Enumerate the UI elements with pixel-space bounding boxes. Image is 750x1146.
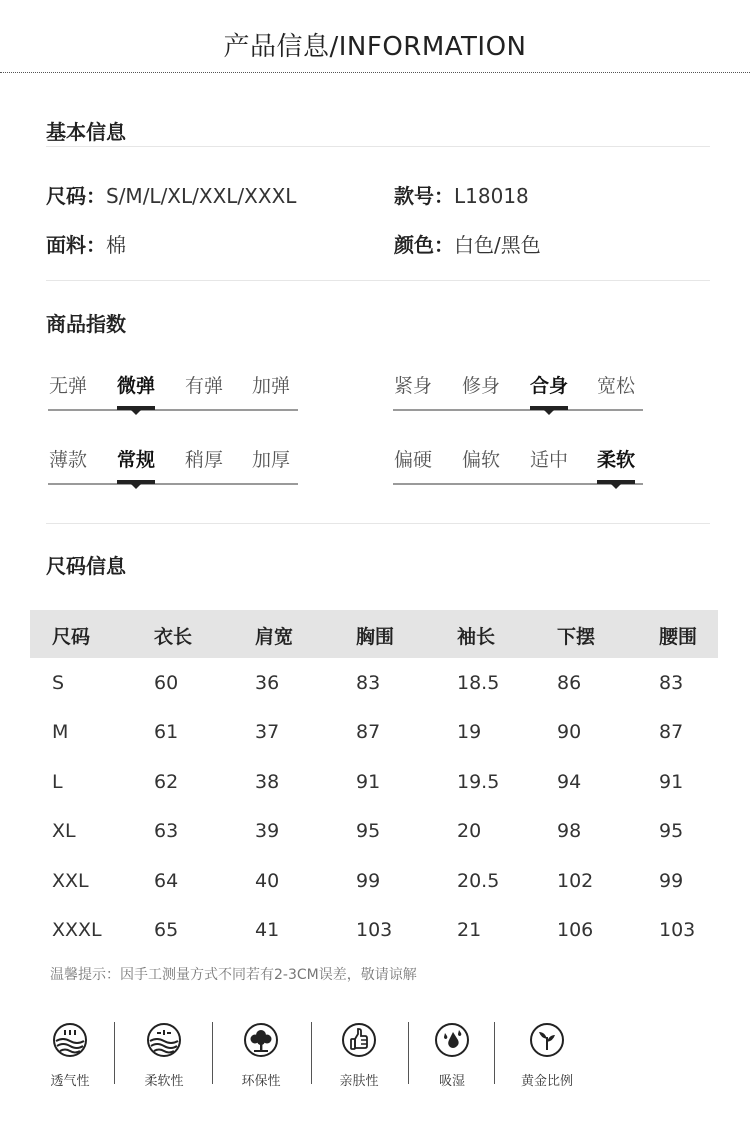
table-cell: 95 bbox=[659, 820, 684, 843]
table-cell: 65 bbox=[154, 919, 179, 941]
size-table-header bbox=[30, 610, 718, 658]
color-label: 颜色： bbox=[394, 233, 454, 257]
feature-softness bbox=[124, 1020, 204, 1090]
elasticity-scale bbox=[48, 371, 298, 415]
table-cell: 63 bbox=[154, 820, 179, 843]
scale-option: 微弹 bbox=[116, 375, 155, 397]
fabric-value: 棉 bbox=[106, 233, 126, 257]
table-header-cell: 胸围 bbox=[356, 626, 395, 648]
table-header-cell: 尺码 bbox=[52, 626, 91, 648]
feature-eco bbox=[221, 1020, 301, 1090]
scale-option: 常规 bbox=[116, 449, 155, 471]
scale-option: 有弹 bbox=[184, 375, 223, 397]
feature-separator bbox=[212, 1022, 213, 1084]
feature-label: 环保性 bbox=[241, 1074, 281, 1089]
scale-option: 合身 bbox=[529, 375, 568, 397]
basic-info-divider bbox=[46, 146, 710, 147]
table-cell: 40 bbox=[255, 869, 280, 892]
feature-label: 吸湿 bbox=[438, 1074, 465, 1089]
table-cell: 99 bbox=[659, 869, 684, 892]
style-number-label: 款号： bbox=[394, 184, 454, 208]
fabric-label: 面料： bbox=[46, 233, 106, 257]
table-cell: 60 bbox=[154, 672, 179, 694]
table-cell: 103 bbox=[659, 919, 696, 941]
table-cell: 39 bbox=[255, 820, 280, 843]
skin-friendly-hand-icon bbox=[341, 1022, 377, 1058]
scale-option: 偏软 bbox=[461, 449, 500, 471]
table-cell: M bbox=[52, 721, 69, 744]
size-label: 尺码： bbox=[46, 184, 106, 208]
table-cell: 87 bbox=[659, 721, 684, 744]
golden-ratio-sprout-icon bbox=[529, 1022, 565, 1058]
style-number-field bbox=[394, 180, 529, 209]
color-field bbox=[394, 229, 541, 258]
feature-moisture bbox=[412, 1020, 492, 1090]
scale-option: 偏硬 bbox=[393, 449, 432, 471]
feature-skin-friendly bbox=[319, 1020, 399, 1090]
table-cell: L bbox=[52, 770, 63, 793]
table-cell: 41 bbox=[255, 919, 280, 941]
table-cell: 91 bbox=[356, 770, 381, 793]
header-divider bbox=[0, 72, 750, 73]
table-cell: 95 bbox=[356, 820, 381, 843]
feature-separator bbox=[408, 1022, 409, 1084]
table-cell: 38 bbox=[255, 770, 280, 793]
scale-option: 加厚 bbox=[251, 449, 290, 471]
table-cell: 19 bbox=[457, 721, 482, 744]
scale-track bbox=[48, 409, 298, 411]
table-header-cell: 腰围 bbox=[659, 626, 698, 648]
table-cell: 98 bbox=[557, 820, 582, 843]
table-cell: 21 bbox=[457, 919, 482, 941]
feature-breathable bbox=[30, 1020, 110, 1090]
scale-selected-marker bbox=[597, 480, 635, 484]
product-index-title: 商品指数 bbox=[46, 312, 126, 336]
scale-selected-marker bbox=[530, 406, 568, 410]
size-field bbox=[46, 180, 296, 209]
feature-golden-ratio bbox=[507, 1020, 587, 1090]
table-cell: 36 bbox=[255, 672, 280, 694]
table-cell: 18.5 bbox=[457, 672, 500, 694]
scale-selected-marker bbox=[117, 480, 155, 484]
scale-option: 紧身 bbox=[393, 375, 432, 397]
table-header-cell: 衣长 bbox=[154, 626, 193, 648]
table-header-cell: 下摆 bbox=[557, 626, 596, 648]
table-cell: XXL bbox=[52, 869, 89, 892]
color-value: 白色/黑色 bbox=[454, 233, 541, 257]
product-index-divider bbox=[46, 523, 710, 524]
feature-separator bbox=[114, 1022, 115, 1084]
table-cell: 61 bbox=[154, 721, 179, 744]
scale-option: 薄款 bbox=[48, 449, 87, 471]
size-info-title: 尺码信息 bbox=[46, 554, 126, 578]
table-cell: 94 bbox=[557, 770, 582, 793]
fabric-field bbox=[46, 229, 126, 258]
table-cell: 37 bbox=[255, 721, 280, 744]
table-cell: S bbox=[52, 672, 65, 694]
table-cell: 87 bbox=[356, 721, 381, 744]
table-cell: 20 bbox=[457, 820, 482, 843]
table-cell: XL bbox=[52, 820, 76, 843]
feature-label: 黄金比例 bbox=[520, 1074, 573, 1089]
table-header-cell: 肩宽 bbox=[255, 626, 294, 648]
feature-label: 亲肤性 bbox=[339, 1074, 379, 1089]
fit-scale bbox=[393, 371, 643, 415]
table-cell: 19.5 bbox=[457, 770, 500, 793]
scale-option: 加弹 bbox=[251, 375, 290, 397]
scale-selected-marker bbox=[117, 406, 155, 410]
scale-option: 无弹 bbox=[48, 375, 87, 397]
eco-tree-icon bbox=[243, 1022, 279, 1058]
size-value: S/M/L/XL/XXL/XXXL bbox=[106, 184, 297, 208]
scale-track bbox=[48, 483, 298, 485]
feature-separator bbox=[494, 1022, 495, 1084]
scale-option: 宽松 bbox=[596, 375, 635, 397]
table-cell: 91 bbox=[659, 770, 684, 793]
basic-info-title: 基本信息 bbox=[46, 120, 126, 144]
table-cell: 90 bbox=[557, 721, 582, 744]
thickness-scale bbox=[48, 445, 298, 489]
softness-scale bbox=[393, 445, 643, 489]
table-cell: 102 bbox=[557, 869, 594, 892]
table-cell: 83 bbox=[659, 672, 684, 694]
scale-option: 柔软 bbox=[596, 449, 635, 471]
style-number-value: L18018 bbox=[454, 184, 529, 208]
softness-icon bbox=[146, 1022, 182, 1058]
table-cell: 83 bbox=[356, 672, 381, 694]
table-cell: 20.5 bbox=[457, 869, 500, 892]
table-cell: 103 bbox=[356, 919, 393, 941]
measurement-note: 温馨提示：因手工测量方式不同若有2-3CM误差，敬请谅解 bbox=[50, 967, 417, 983]
feature-separator bbox=[311, 1022, 312, 1084]
table-cell: 64 bbox=[154, 869, 179, 892]
table-cell: 99 bbox=[356, 869, 381, 892]
page-title: 产品信息/INFORMATION bbox=[223, 32, 527, 62]
feature-label: 柔软性 bbox=[144, 1074, 184, 1089]
table-cell: 62 bbox=[154, 770, 179, 793]
scale-option: 稍厚 bbox=[184, 449, 223, 471]
breathable-icon bbox=[52, 1022, 88, 1058]
table-cell: 86 bbox=[557, 672, 582, 694]
table-cell: 106 bbox=[557, 919, 594, 941]
scale-option: 修身 bbox=[461, 375, 500, 397]
moisture-drops-icon bbox=[434, 1022, 470, 1058]
table-cell: XXXL bbox=[52, 919, 102, 941]
feature-label: 透气性 bbox=[50, 1074, 90, 1089]
scale-option: 适中 bbox=[529, 449, 568, 471]
scale-track bbox=[393, 409, 643, 411]
basic-info-bottom-divider bbox=[46, 280, 710, 281]
table-header-cell: 袖长 bbox=[457, 626, 496, 648]
